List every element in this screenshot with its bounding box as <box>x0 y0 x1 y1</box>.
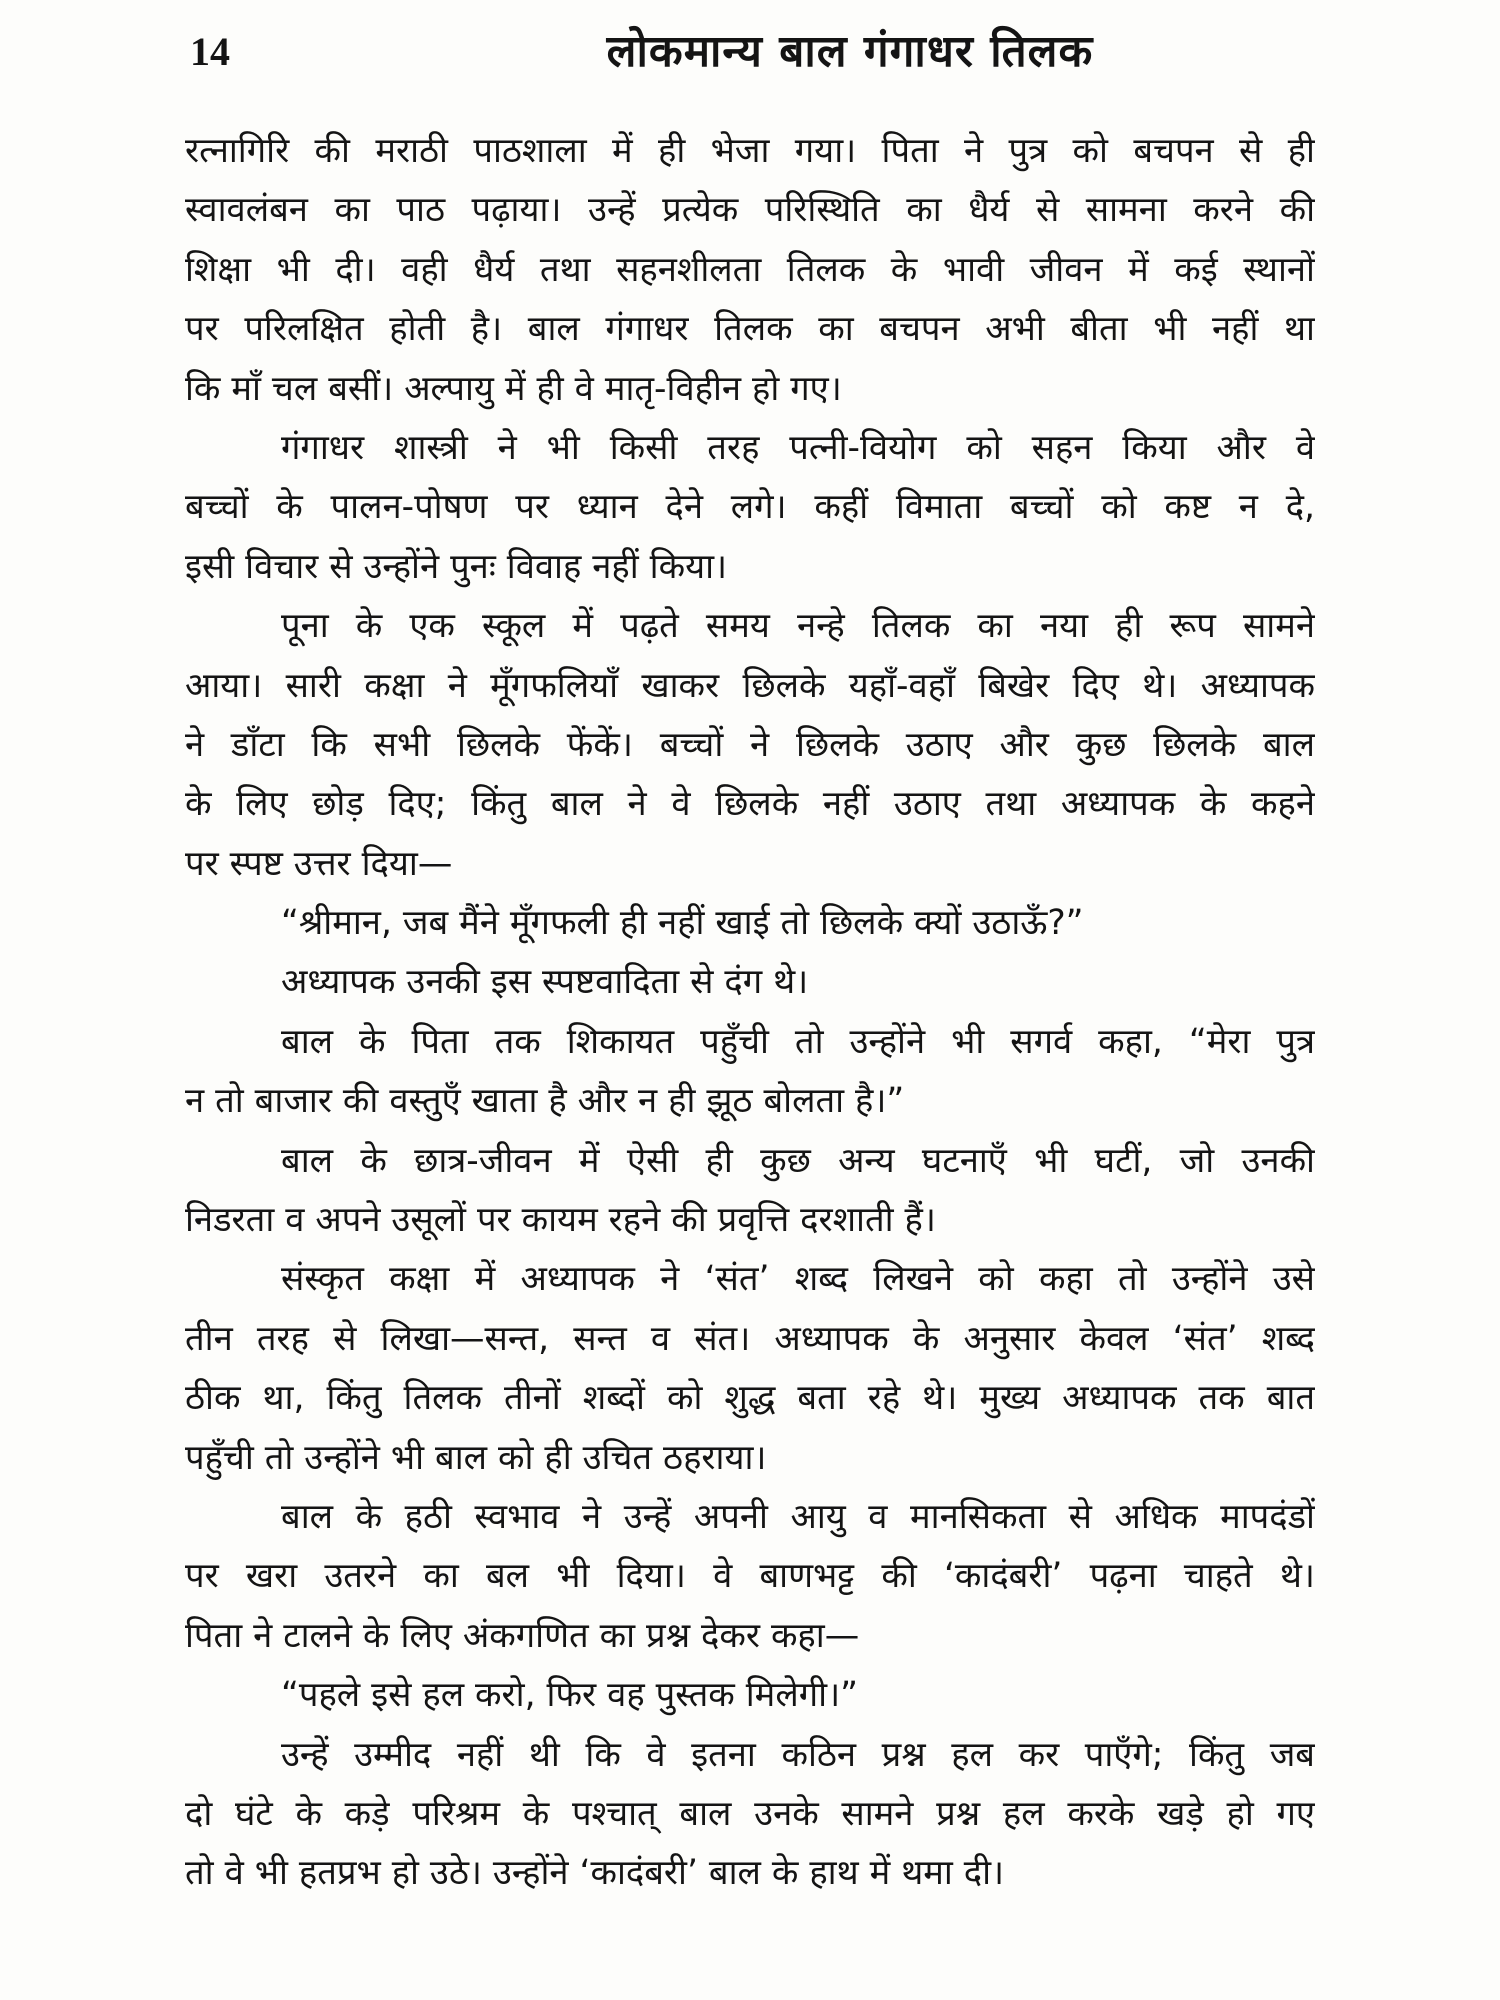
quote-line: “पहले इसे हल करो, फिर वह पुस्तक मिलेगी।” <box>281 1675 859 1716</box>
text-line: निडरता व अपने उसूलों पर कायम रहने की प्रवृत्ति दरशाती हैं। <box>185 1200 936 1241</box>
text-line: बाल के छात्र-जीवन में ऐसी ही कुछ अन्य घटनाएँ भी घटीं, जो उनकी <box>281 1140 1315 1181</box>
text-line: इसी विचार से उन्होंने पुनः विवाह नहीं किया। <box>185 546 728 587</box>
text-line: पर स्पष्ट उत्तर दिया— <box>185 843 453 884</box>
text-line: रत्नागिरि की मराठी पाठशाला में ही भेजा गया। पिता ने पुत्र को बचपन से ही <box>185 131 1315 171</box>
text-line: तीन तरह से लिखा—सन्त, सन्‍त व संत। अध्यापक के अनुसार केवल ‘संत’ शब्द <box>185 1318 1315 1359</box>
text-line: ठीक था, किंतु तिलक तीनों शब्दों को शुद्ध बता रहे थे। मुख्य अध्यापक तक बात <box>185 1378 1315 1419</box>
text-line: पर परिलक्षित होती है। बाल गंगाधर तिलक का बचपन अभी बीता भी नहीं था <box>185 309 1315 350</box>
text-line: स्वावलंबन का पाठ पढ़ाया। उन्हें प्रत्येक परिस्थिति का धैर्य से सामना करने की <box>185 190 1315 231</box>
text-line: उन्हें उम्मीद नहीं थी कि वे इतना कठिन प्रश्न हल कर पाएँगे; किंतु जब <box>281 1734 1315 1775</box>
page-number: 14 <box>190 29 230 74</box>
text-line: आया। सारी कक्षा ने मूँगफलियाँ खाकर छिलके यहाँ-वहाँ बिखेर दिए थे। अध्यापक <box>185 665 1315 706</box>
running-title: लोकमान्य बाल गंगाधर तिलक <box>606 26 1094 77</box>
text-line: तो वे भी हतप्रभ हो उठे। उन्होंने ‘कादंबरी’ बाल के हाथ में थमा दी। <box>185 1853 1005 1894</box>
text-line: पहुँची तो उन्होंने भी बाल को ही उचित ठहराया। <box>185 1437 767 1478</box>
text-line: पूना के एक स्कूल में पढ़ते समय नन्हे तिलक का नया ही रूप सामने <box>281 606 1315 647</box>
text-line: बाल के पिता तक शिकायत पहुँची तो उन्होंने भी सगर्व कहा, “मेरा पुत्र <box>281 1021 1315 1062</box>
text-line: के लिए छोड़ दिए; किंतु बाल ने वे छिलके नहीं उठाए तथा अध्यापक के कहने <box>185 784 1315 825</box>
text-line: न तो बाजार की वस्तुएँ खाता है और न ही झूठ बोलता है।” <box>185 1081 905 1122</box>
text-line: अध्यापक उनकी इस स्पष्टवादिता से दंग थे। <box>281 962 809 1003</box>
body-text <box>185 122 1315 1904</box>
text-line: संस्कृत कक्षा में अध्यापक ने ‘संत’ शब्द लिखने को कहा तो उन्होंने उसे <box>281 1259 1315 1300</box>
text-line: बच्चों के पालन-पोषण पर ध्यान देने लगे। कहीं विमाता बच्चों को कष्ट न दे, <box>185 487 1315 528</box>
text-line: दो घंटे के कड़े परिश्रम के पश्चात् बाल उनके सामने प्रश्न हल करके खड़े हो गए <box>185 1793 1315 1834</box>
text-line: बाल के हठी स्वभाव ने उन्हें अपनी आयु व मानसिकता से अधिक मापदंडों <box>281 1496 1315 1537</box>
text-line: गंगाधर शास्त्री ने भी किसी तरह पत्नी-वियोग को सहन किया और वे <box>281 427 1315 468</box>
text-line: पिता ने टालने के लिए अंकगणित का प्रश्न देकर कहा— <box>185 1615 860 1656</box>
quote-line: “श्रीमान, जब मैंने मूँगफली ही नहीं खाई तो छिलके क्यों उठाऊँ?” <box>281 903 1084 944</box>
text-line: शिक्षा भी दी। वही धैर्य तथा सहनशीलता तिलक के भावी जीवन में कई स्थानों <box>185 249 1315 290</box>
text-line: पर खरा उतरने का बल भी दिया। वे बाणभट्ट की ‘कादंबरी’ पढ़ना चाहते थे। <box>185 1556 1315 1597</box>
page-header <box>180 22 1325 92</box>
text-line: ने डाँटा कि सभी छिलके फेंकें। बच्चों ने छिलके उठाए और कुछ छिलके बाल <box>185 724 1315 765</box>
text-line: कि माँ चल बसीं। अल्पायु में ही वे मातृ-विहीन हो गए। <box>185 368 842 409</box>
